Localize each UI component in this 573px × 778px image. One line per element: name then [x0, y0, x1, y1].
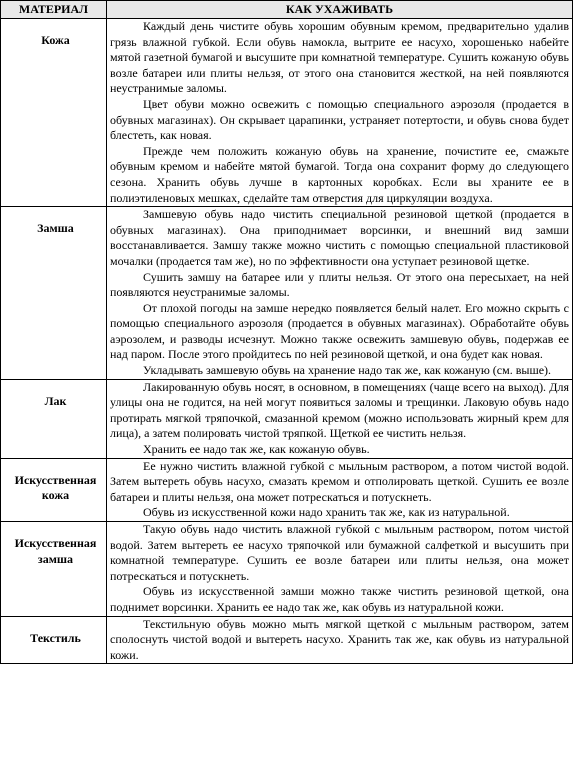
table-header-row [1, 1, 573, 19]
table-row [1, 379, 573, 458]
care-cell [107, 522, 573, 617]
table-row [1, 522, 573, 617]
header-material: МАТЕРИАЛ [1, 1, 107, 19]
care-paragraph: Прежде чем положить кожаную обувь на хранение, почистите ее, смажьте обувным кремом и набейте мятой бумагой. Тогда она сохранит форму до следующего сезона. Хранить обувь лучше в картонных коробках. Если вы храните ее в полиэтиленовых мешках, сделайте там отверстия для циркуляции воздуха. [110, 143, 569, 205]
care-cell [107, 19, 573, 207]
care-paragraph: Сушить замшу на батарее или у плиты нельзя. От этого она пересыхает, на ней появляются неустранимые заломы. [110, 269, 569, 300]
table-row [1, 19, 573, 207]
material-cell: Искусственная замша [1, 522, 107, 617]
care-cell [107, 379, 573, 458]
header-care: КАК УХАЖИВАТЬ [107, 1, 573, 19]
material-cell: Текстиль [1, 616, 107, 664]
material-cell: Кожа [1, 19, 107, 207]
care-paragraph: От плохой погоды на замше нередко появляется белый налет. Его можно скрыть с помощью специального аэрозоля (продается в обувных магазинах). Обработайте обувь аэрозолем, и разводы исчезнут. Можно также освежить замшевую обувь, подержав ее над паром. После этого пройдитесь по ней резиновой щеткой, и она будет как новая. [110, 300, 569, 362]
care-cell [107, 458, 573, 521]
table-row [1, 207, 573, 380]
care-paragraph: Текстильную обувь можно мыть мягкой щеткой с мыльным раствором, затем сполоснуть чистой водой и вытереть насухо. Хранить так же, как обувь из натуральной кожи. [110, 616, 569, 662]
care-cell [107, 616, 573, 664]
care-paragraph: Обувь из искусственной кожи надо хранить так же, как из натуральной. [143, 505, 510, 520]
care-paragraph: Замшевую обувь надо чистить специальной резиновой щеткой (продается в обувных магазинах). Она приподнимает ворсинки, и внешний вид замши восстанавливается. Замшу также можно чистить с помощью специальной пластиковой мочалки (продается там же), но по эффективности она уступает резиновой щетке. [110, 207, 569, 268]
material-cell: Искусственная кожа [1, 458, 107, 521]
care-paragraph: Такую обувь надо чистить влажной губкой с мыльным раствором, потом чистой водой. Затем вытереть ее насухо тряпочкой или бумажной салфеткой и высушить при комнатной температуре. Сушить ее возле батареи или плиты нельзя, она может потрескаться и потускнеть. [110, 522, 569, 583]
material-cell: Лак [1, 379, 107, 458]
care-paragraph: Цвет обуви можно освежить с помощью специального аэрозоля (продается в обувных магазинах). Он скрывает царапинки, устраняет потертости, и обувь снова будет блестеть, как новая. [110, 96, 569, 143]
table-row [1, 458, 573, 521]
table-row [1, 616, 573, 664]
care-paragraph: Обувь из искусственной замши можно также чистить резиновой щеткой, она поднимет ворсинки. Хранить ее надо так же, как обувь из натуральной кожи. [110, 584, 569, 614]
care-cell [107, 207, 573, 380]
care-paragraph: Хранить ее надо так же, как кожаную обувь. [143, 442, 370, 457]
material-cell: Замша [1, 207, 107, 380]
care-paragraph: Укладывать замшевую обувь на хранение надо так же, как кожаную (см. выше). [143, 363, 552, 378]
care-paragraph: Лакированную обувь носят, в основном, в помещениях (чаще всего на выход). Для улицы она не годится, на ней могут появиться заломы и трещинки. Лаковую обувь надо протирать мягкой тряпочкой, смазанной кремом (можно использовать жирный крем для лица), а затем полировать чистой тряпкой. Щеткой ее чистить нельзя. [110, 379, 569, 441]
care-paragraph: Каждый день чистите обувь хорошим обувным кремом, предварительно удалив грязь влажной губкой. Если обувь намокла, вытрите ее насухо, хорошенько набейте мятой газетной бумагой и высушите при комнатной температуре. Сушить кожаную обувь возле батареи или плиты нельзя, от этого она становится жесткой, на ней появляются неустранимые заломы. [110, 19, 569, 96]
care-paragraph: Ее нужно чистить влажной губкой с мыльным раствором, а потом чистой водой. Затем вытереть обувь насухо, смазать кремом и отполировать щеткой. Сушить ее возле батареи и плиты нельзя, она может потрескаться и потускнеть. [110, 458, 569, 504]
